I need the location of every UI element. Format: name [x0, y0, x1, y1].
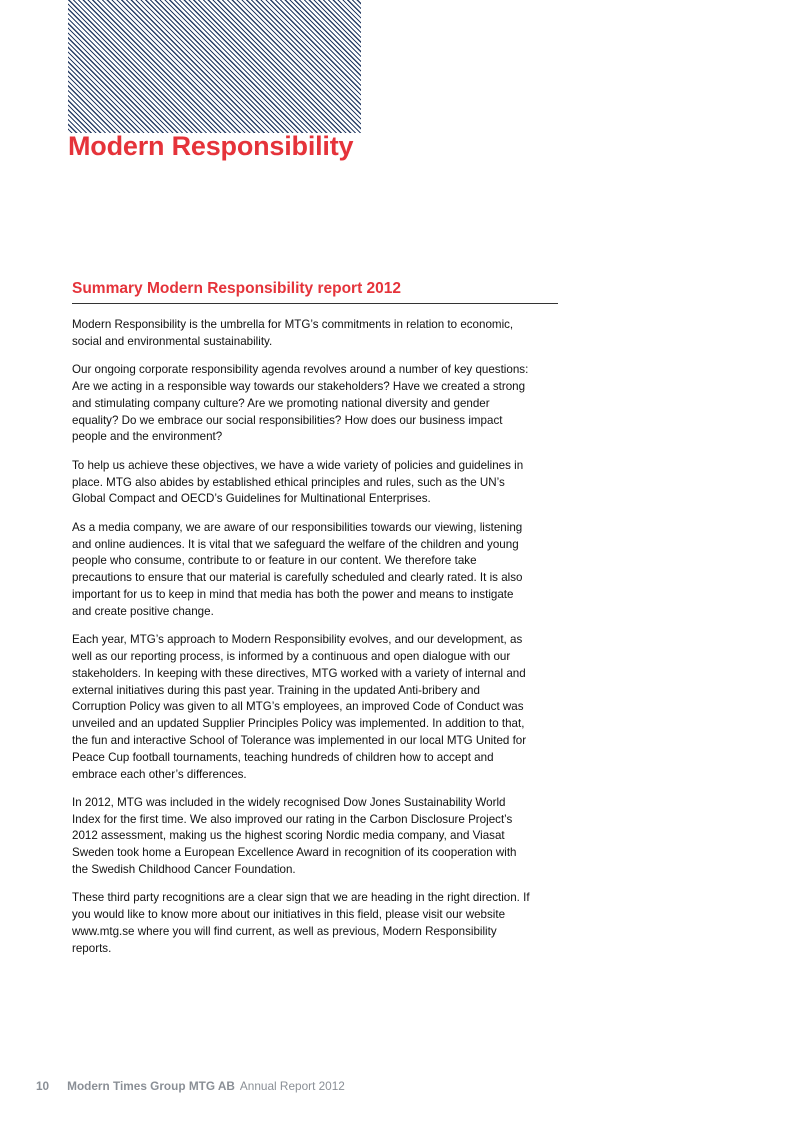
paragraph-line: place. MTG also abides by established ethical principles and rules, such as the UN’s — [72, 475, 505, 489]
footer-publication: Annual Report 2012 — [239, 1079, 345, 1093]
paragraph-line: Modern Responsibility is the umbrella for MTG’s commitments in relation to economic, — [72, 318, 514, 331]
paragraph-line: www.mtg.se where you will find current, as well as previous, Modern Responsibility — [72, 925, 497, 939]
paragraph-line: embrace each other’s differences. — [72, 767, 247, 781]
paragraph-line: reports. — [72, 941, 112, 955]
paragraph-line: you would like to know more about our initiatives in this field, please visit our website — [72, 908, 506, 922]
paragraph-line: Peace Cup football tournaments, teaching hundreds of children how to accept and — [72, 750, 494, 764]
paragraph-line: stakeholders. In keeping with these directives, MTG worked with a variety of internal and — [72, 666, 526, 680]
paragraph-line: the Swedish Childhood Cancer Foundation. — [72, 863, 296, 877]
paragraph-line: and stimulating company culture? Are we promoting national diversity and gender — [72, 396, 490, 410]
paragraph-line: external initiatives during this past year. Training in the updated Anti-bribery and — [72, 683, 480, 697]
paragraph-line: and create positive change. — [72, 604, 214, 618]
paragraph — [72, 632, 558, 783]
page-footer — [36, 1079, 345, 1093]
paragraph-line: precautions to ensure that our material is carefully scheduled and clearly rated. It is also — [72, 571, 523, 585]
paragraph-line: people and the environment? — [72, 430, 223, 444]
paragraph-line: Corruption Policy was given to all MTG’s employees, an improved Code of Conduct was — [72, 700, 524, 714]
paragraph-line: Are we acting in a responsible way towards our stakeholders? Have we created a strong — [72, 379, 526, 393]
paragraph-line: unveiled and an updated Supplier Principles Policy was implemented. In addition to that, — [72, 717, 525, 731]
paragraph — [72, 795, 558, 879]
section-heading: Summary Modern Responsibility report 2012 — [72, 280, 558, 304]
summary-section — [72, 280, 558, 969]
paragraph — [72, 362, 558, 446]
paragraph-line: These third party recognitions are a clear sign that we are heading in the right direction. If — [72, 891, 530, 905]
paragraph-line: Global Compact and OECD’s Guidelines for Multinational Enterprises. — [72, 492, 431, 506]
paragraph-line: important for us to keep in mind that media has both the power and means to instigate — [72, 587, 514, 601]
paragraph-line: To help us achieve these objectives, we have a wide variety of policies and guidelines in — [72, 458, 524, 472]
paragraph-line: In 2012, MTG was included in the widely recognised Dow Jones Sustainability World — [72, 795, 506, 809]
paragraph-line: Sweden took home a European Excellence Award in recognition of its cooperation with — [72, 846, 517, 860]
page-title: Modern Responsibility — [68, 131, 354, 161]
paragraph-line: Our ongoing corporate responsibility agenda revolves around a number of key questions: — [72, 363, 529, 377]
paragraph — [72, 458, 558, 508]
paragraph-line: equality? Do we embrace our social responsibilities? How does our business impact — [72, 413, 503, 427]
section-body — [72, 317, 558, 958]
paragraph — [72, 317, 558, 351]
paragraph-line: people who consume, contribute to or feature in our content. We therefore take — [72, 554, 477, 568]
paragraph-line: 2012 assessment, making us the highest scoring Nordic media company, and Viasat — [72, 829, 505, 843]
paragraph — [72, 890, 558, 957]
paragraph-line: well as our reporting process, is informed by a continuous and open dialogue with our — [72, 649, 511, 663]
paragraph-line: the fun and interactive School of Tolerance was implemented in our local MTG United for — [72, 733, 527, 747]
paragraph-line: social and environmental sustainability. — [72, 334, 273, 348]
page-number: 10 — [36, 1079, 50, 1093]
paragraph-line: and online audiences. It is vital that we safeguard the welfare of the children and young — [72, 537, 519, 551]
paragraph-line: Index for the first time. We also improved our rating in the Carbon Disclosure Project’s — [72, 812, 513, 826]
paragraph-line: Each year, MTG’s approach to Modern Responsibility evolves, and our development, as — [72, 633, 523, 647]
footer-company: Modern Times Group MTG AB — [67, 1079, 235, 1093]
paragraph-line: As a media company, we are aware of our responsibilities towards our viewing, listening — [72, 520, 523, 534]
paragraph — [72, 520, 558, 621]
decorative-hatch-pattern — [68, 0, 361, 133]
